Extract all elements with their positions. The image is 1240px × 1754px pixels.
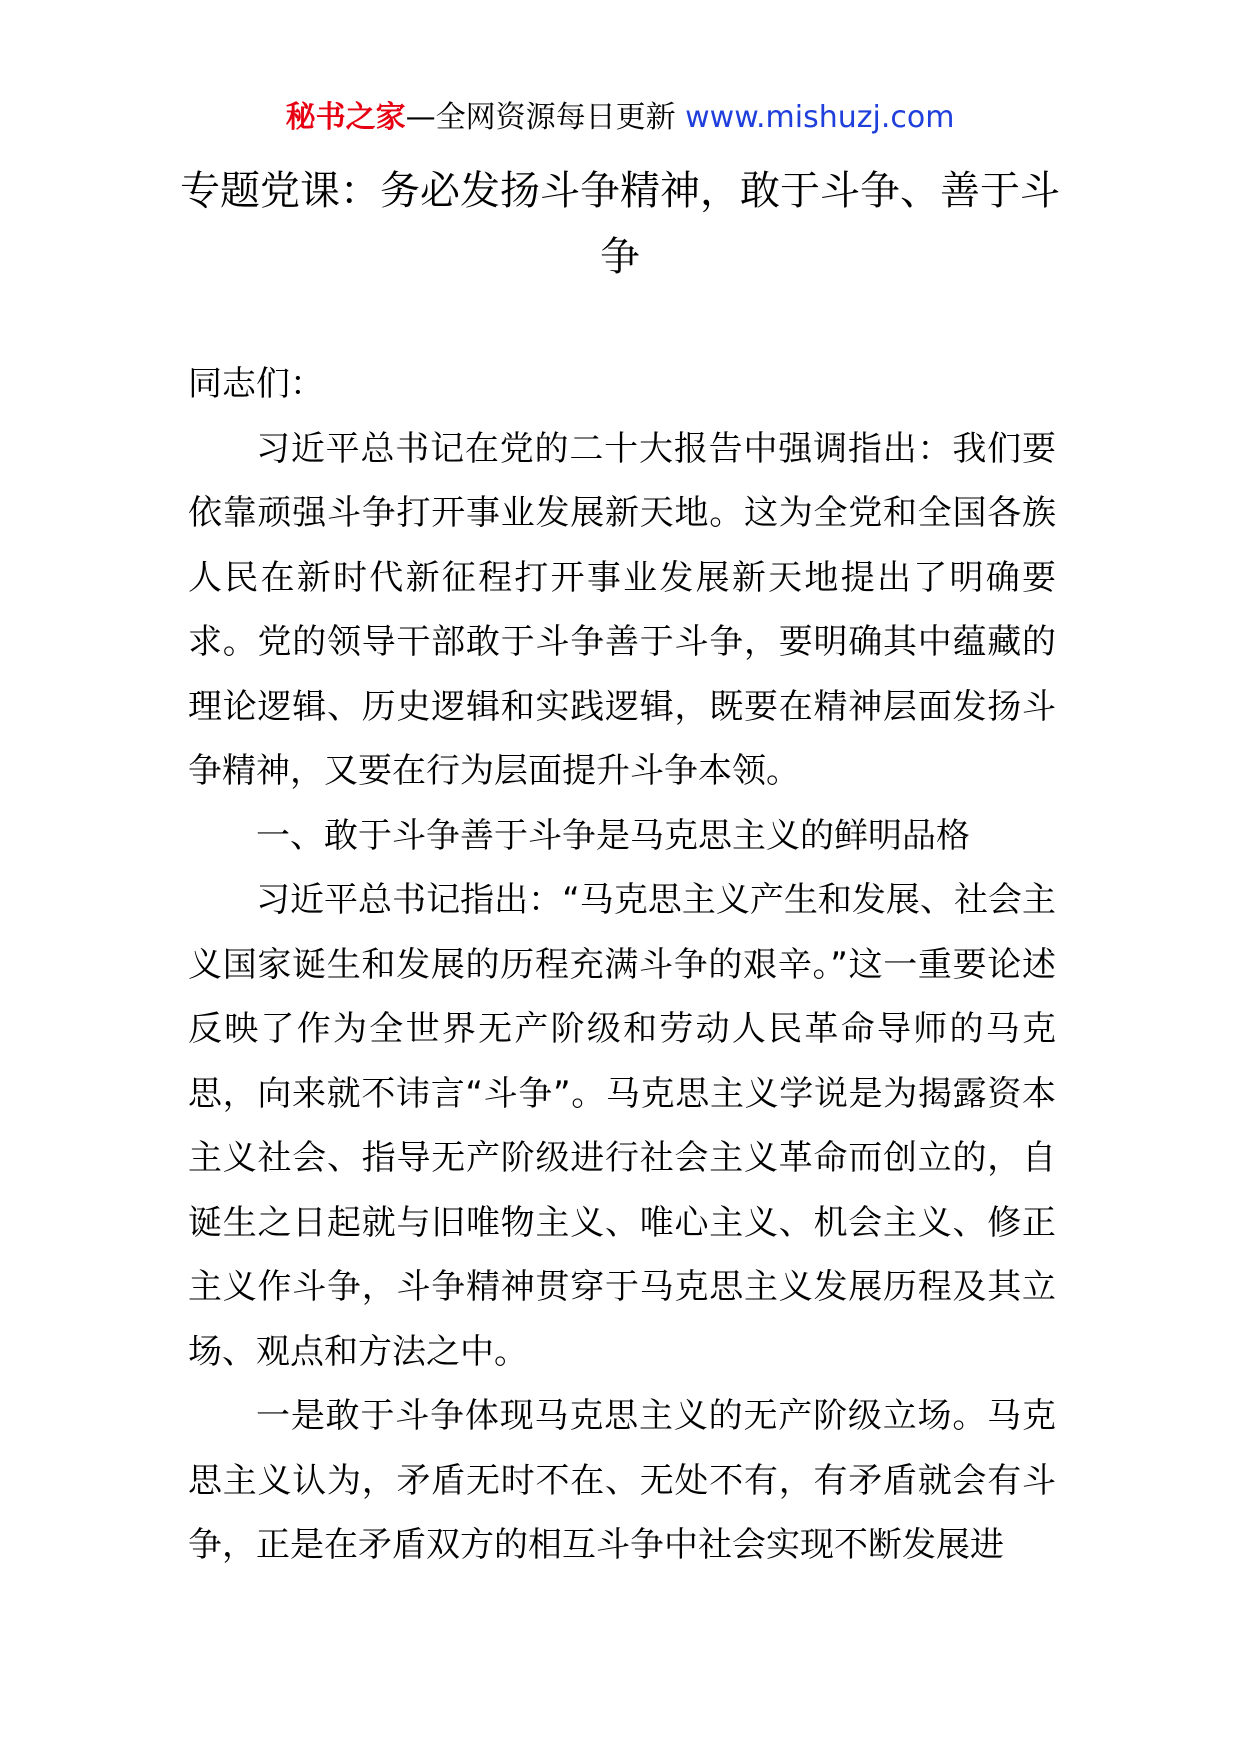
body-paragraph: 习近平总书记指出：“马克思主义产生和发展、社会主义国家诞生和发展的历程充满斗争的艰辛。”这一重要论述反映了作为全世界无产阶级和劳动人民革命导师的马克思，向来就不讳言“斗争”。马克思主义学说是为揭露资本主义社会、指导无产阶级进行社会主义革命而创立的，自诞生之日起就与旧唯物主义、唯心主义、机会主义、修正主义作斗争，斗争精神贯穿于马克思主义发展历程及其立场、观点和方法之中。 [188,880,1056,1372]
site-name: 秘书之家 [285,100,406,135]
page-header-banner [0,98,1240,138]
document-title: 专题党课：务必发扬斗争精神，敢于斗争、善于斗争 [180,168,1060,280]
salutation: 同志们： [188,364,324,404]
section-heading: 一、敢于斗争善于斗争是马克思主义的鲜明品格 [256,815,970,856]
body-paragraph: 习近平总书记在党的二十大报告中强调指出：我们要依靠顽强斗争打开事业发展新天地。这为全党和全国各族人民在新时代新征程打开事业发展新天地提出了明确要求。党的领导干部敢于斗争善于斗争，要明确其中蕴藏的理论逻辑、历史逻辑和实践逻辑，既要在精神层面发扬斗争精神，又要在行为层面提升斗争本领。 [188,428,1056,791]
site-tagline: —全网资源每日更新 [405,100,676,135]
site-url-link[interactable]: www.mishuzj.com [685,100,955,135]
body-paragraph: 一是敢于斗争体现马克思主义的无产阶级立场。马克思主义认为，矛盾无时不在、无处不有，有矛盾就会有斗争，正是在矛盾双方的相互斗争中社会实现不断发展进 [188,1396,1056,1565]
document-body [188,352,1056,1578]
